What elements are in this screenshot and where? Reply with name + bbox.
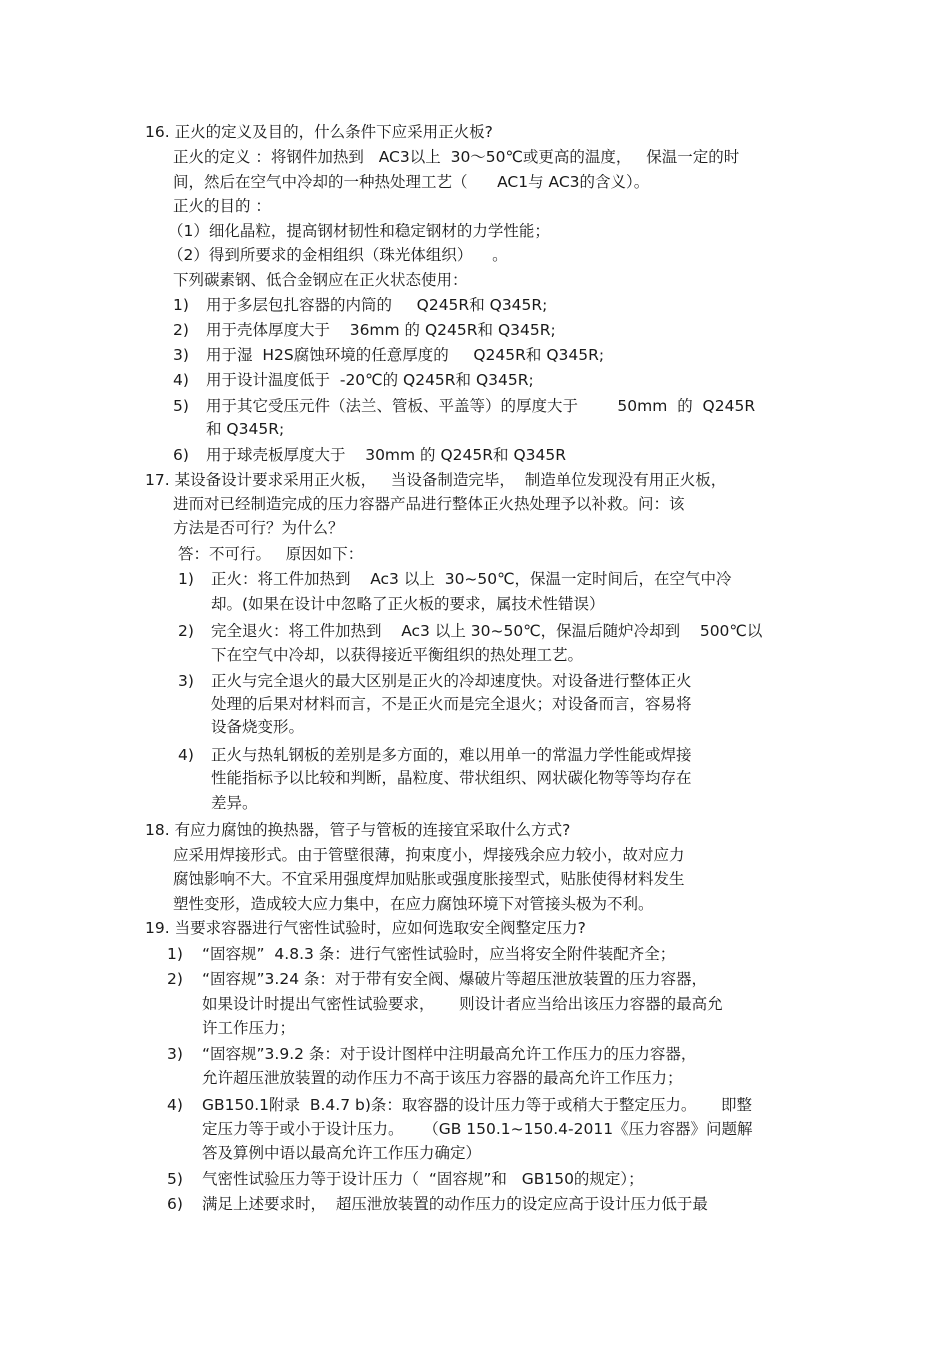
list-number: 3) [173, 346, 189, 364]
list-item-continuation: 差异。 [211, 794, 258, 812]
q17-title: 17. 某设备设计要求采用正火板， 当设备制造完毕， 制造单位发现没有用正火板， [145, 471, 727, 489]
list-number: 4) [178, 746, 194, 764]
list-item: “固容规” 4.8.3 条：进行气密性试验时，应当将安全附件装配齐全； [202, 945, 676, 963]
list-number: 2) [178, 622, 194, 640]
list-item-continuation: 性能指标予以比较和判断，晶粒度、带状组织、网状碳化物等等均存在 [211, 769, 692, 787]
q17-answer: 答：不可行。 原因如下： [178, 545, 364, 563]
list-item: 用于壳体厚度大于 36mm 的 Q245R和 Q345R; [206, 321, 556, 339]
list-item: 用于湿 H2S腐蚀环境的任意厚度的 Q245R和 Q345R; [206, 346, 605, 364]
list-item-continuation: 定压力等于或小于设计压力。 （GB 150.1~150.4-2011《压力容器》问题解 [202, 1120, 753, 1138]
list-item: 完全退火：将工件加热到 Ac3 以上 30~50℃，保温后随炉冷却到 500℃以 [211, 622, 763, 640]
list-item-continuation: 和 Q345R; [206, 420, 285, 438]
list-item: GB150.1附录 B.4.7 b)条：取容器的设计压力等于或稍大于整定压力。 即整 [202, 1096, 753, 1114]
list-number: 2) [167, 970, 183, 988]
list-item-continuation: 允许超压泄放装置的动作压力不高于该压力容器的最高允许工作压力； [202, 1069, 683, 1087]
list-item-continuation: 处理的后果对材料而言，不是正火而是完全退火；对设备而言，容易将 [211, 695, 692, 713]
list-item: 用于设计温度低于 -20℃的 Q245R和 Q345R; [206, 371, 534, 389]
list-item: 用于球壳板厚度大于 30mm 的 Q245R和 Q345R [206, 446, 567, 464]
q17-title-line: 进而对已经制造完成的压力容器产品进行整体正火热处理予以补救。问：该 [173, 495, 685, 513]
list-item-continuation: 设备烧变形。 [211, 718, 305, 736]
q16-purpose-item: （2）得到所要求的金相组织（珠光体组织） 。 [168, 246, 508, 264]
list-item: 正火：将工件加热到 Ac3 以上 30~50℃，保温一定时间后，在空气中冷 [211, 570, 732, 588]
list-item-continuation: 许工作压力； [202, 1019, 296, 1037]
list-number: 1) [173, 296, 189, 314]
list-number: 1) [178, 570, 194, 588]
q18-answer-line: 应采用焊接形式。由于管壁很薄，拘束度小，焊接残余应力较小，故对应力 [173, 846, 685, 864]
q18-title: 18. 有应力腐蚀的换热器，管子与管板的连接宜采取什么方式? [145, 821, 571, 839]
list-number: 5) [167, 1170, 183, 1188]
q16-definition-line: 间，然后在空气中冷却的一种热处理工艺（ AC1与 AC3的含义）。 [173, 173, 650, 191]
list-number: 6) [173, 446, 189, 464]
list-item: 满足上述要求时， 超压泄放装置的动作压力的设定应高于设计压力低于最 [202, 1195, 708, 1213]
list-item: 气密性试验压力等于设计压力（ “固容规”和 GB150的规定）； [202, 1170, 644, 1188]
list-item-continuation: 却。(如果在设计中忽略了正火板的要求，属技术性错误） [211, 595, 605, 613]
list-number: 6) [167, 1195, 183, 1213]
q16-purpose-item: （1）细化晶粒，提高钢材韧性和稳定钢材的力学性能； [168, 222, 550, 240]
q16-title: 16. 正火的定义及目的，什么条件下应采用正火板? [145, 123, 493, 141]
list-item-continuation: 下在空气中冷却，以获得接近平衡组织的热处理工艺。 [211, 646, 584, 664]
list-number: 2) [173, 321, 189, 339]
q19-title: 19. 当要求容器进行气密性试验时，应如何选取安全阀整定压力? [145, 919, 586, 937]
list-number: 3) [167, 1045, 183, 1063]
q16-definition-line: 正火的定义 ：将钢件加热到 AC3以上 30～50℃或更高的温度， 保温一定的时 [173, 148, 740, 166]
q18-answer-line: 腐蚀影响不大。不宜采用强度焊加贴胀或强度胀接型式，贴胀使得材料发生 [173, 870, 685, 888]
list-item: 正火与热轧钢板的差别是多方面的，难以用单一的常温力学性能或焊接 [211, 746, 692, 764]
list-number: 4) [167, 1096, 183, 1114]
list-item: 用于多层包扎容器的内筒的 Q245R和 Q345R; [206, 296, 548, 314]
q17-title-line: 方法是否可行？为什么？ [173, 519, 344, 537]
list-item: “固容规”3.24 条：对于带有安全阀、爆破片等超压泄放装置的压力容器， [202, 970, 708, 988]
q16-condition-intro: 下列碳素钢、低合金钢应在正火状态使用： [173, 271, 468, 289]
list-item: 用于其它受压元件（法兰、管板、平盖等）的厚度大于 50mm 的 Q245R [206, 397, 756, 415]
list-item: 正火与完全退火的最大区别是正火的冷却速度快。对设备进行整体正火 [211, 672, 692, 690]
list-number: 5) [173, 397, 189, 415]
q18-answer-line: 塑性变形，造成较大应力集中，在应力腐蚀环境下对管接头极为不利。 [173, 895, 654, 913]
list-item-continuation: 答及算例中语以最高允许工作压力确定） [202, 1144, 482, 1162]
list-number: 4) [173, 371, 189, 389]
list-number: 1) [167, 945, 183, 963]
q16-purpose-label: 正火的目的 ： [173, 197, 271, 215]
list-number: 3) [178, 672, 194, 690]
list-item: “固容规”3.9.2 条：对于设计图样中注明最高允许工作压力的压力容器， [202, 1045, 697, 1063]
list-item-continuation: 如果设计时提出气密性试验要求， 则设计者应当给出该压力容器的最高允 [202, 995, 723, 1013]
